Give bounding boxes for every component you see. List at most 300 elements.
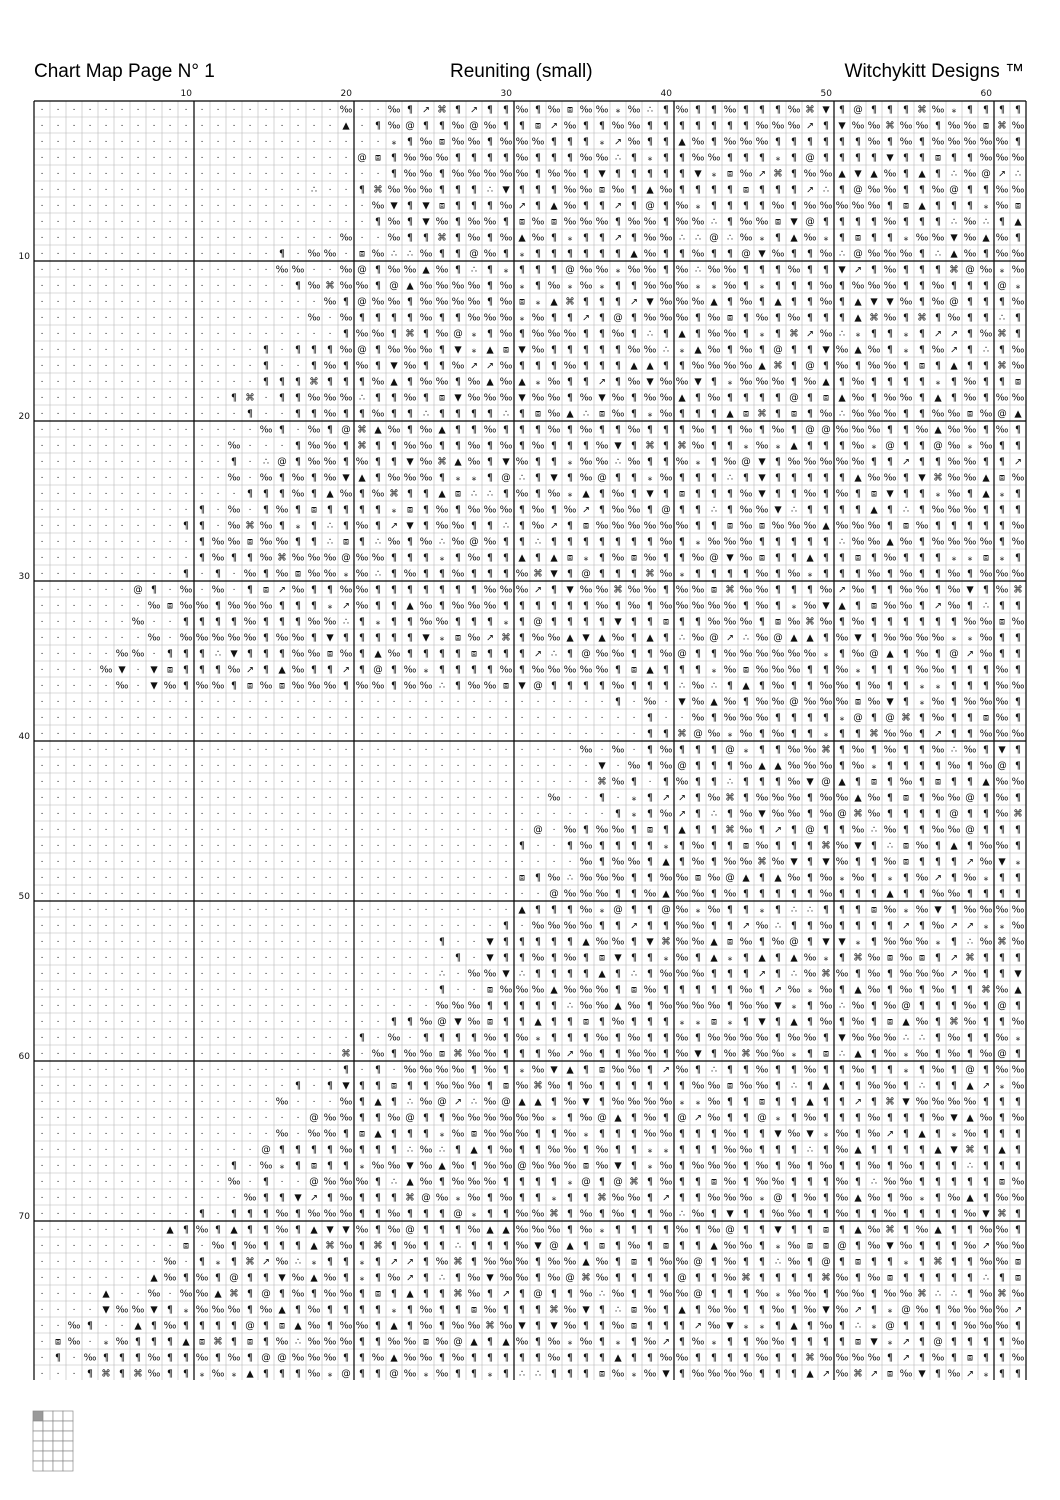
stitch-symbol: ¶: [1014, 792, 1022, 804]
stitch-symbol: ⁎: [887, 872, 893, 884]
stitch-symbol: ‰: [979, 1288, 993, 1300]
stitch-symbol: @: [965, 824, 975, 836]
stitch-symbol: ‰: [627, 136, 641, 148]
stitch-symbol: ‰: [707, 344, 721, 356]
stitch-symbol: ¶: [358, 1304, 366, 1316]
stitch-symbol: ¶: [598, 504, 606, 516]
stitch-symbol: @: [965, 264, 975, 276]
stitch-symbol: ·: [168, 1241, 172, 1252]
stitch-symbol: ‰: [307, 680, 321, 692]
stitch-symbol: ▼: [998, 856, 1006, 868]
stitch-symbol: ↗: [614, 200, 622, 212]
stitch-symbol: ·: [232, 793, 236, 804]
stitch-symbol: ¶: [790, 360, 798, 372]
stitch-symbol: ¶: [742, 904, 750, 916]
stitch-symbol: ·: [264, 953, 268, 964]
stitch-symbol: ·: [392, 985, 396, 996]
stitch-symbol: ·: [360, 969, 364, 980]
stitch-symbol: ·: [264, 921, 268, 932]
stitch-symbol: ¶: [502, 1048, 510, 1060]
stitch-symbol: ·: [120, 745, 124, 756]
stitch-symbol: ‰: [595, 1272, 609, 1284]
stitch-symbol: ∴: [806, 1144, 814, 1156]
stitch-symbol: ¶: [230, 1320, 238, 1332]
stitch-symbol: ¶: [694, 1272, 702, 1284]
stitch-symbol: ·: [264, 105, 268, 116]
stitch-symbol: ·: [232, 425, 236, 436]
stitch-symbol: @: [885, 712, 895, 724]
stitch-symbol: ¶: [774, 600, 782, 612]
stitch-symbol: ·: [88, 777, 92, 788]
stitch-symbol: ¶: [566, 424, 574, 436]
stitch-symbol: ¶: [918, 792, 926, 804]
stitch-symbol: ·: [216, 889, 220, 900]
stitch-symbol: ·: [312, 873, 316, 884]
stitch-symbol: ‰: [787, 120, 801, 132]
stitch-symbol: ¶: [902, 872, 910, 884]
stitch-symbol: ¶: [790, 472, 798, 484]
stitch-symbol: ‰: [595, 520, 609, 532]
stitch-symbol: ·: [248, 297, 252, 308]
stitch-symbol: ¶: [598, 1016, 606, 1028]
stitch-symbol: ·: [72, 121, 76, 132]
stitch-symbol: ·: [184, 1065, 188, 1076]
stitch-symbol: ·: [184, 1049, 188, 1060]
stitch-symbol: ·: [72, 1113, 76, 1124]
stitch-symbol: @: [517, 1160, 527, 1172]
stitch-symbol: ▼: [886, 152, 894, 164]
stitch-symbol: ⁎: [983, 200, 989, 212]
stitch-symbol: ·: [120, 233, 124, 244]
stitch-symbol: ‰: [179, 632, 193, 644]
stitch-symbol: ¶: [870, 376, 878, 388]
stitch-symbol: ‰: [451, 1000, 465, 1012]
stitch-symbol: ¶: [182, 680, 190, 692]
stitch-symbol: ‰: [483, 312, 497, 324]
stitch-symbol: ‰: [611, 648, 625, 660]
stitch-symbol: @: [565, 264, 575, 276]
stitch-symbol: ⧈: [886, 1016, 894, 1028]
stitch-symbol: ¶: [614, 984, 622, 996]
stitch-symbol: ¶: [630, 1144, 638, 1156]
stitch-symbol: ¶: [726, 904, 734, 916]
stitch-symbol: ‰: [499, 1144, 513, 1156]
stitch-symbol: ¶: [950, 392, 958, 404]
stitch-symbol: ·: [584, 793, 588, 804]
stitch-symbol: ¶: [454, 1304, 462, 1316]
stitch-symbol: ‰: [483, 1256, 497, 1268]
stitch-symbol: ¶: [294, 504, 302, 516]
stitch-symbol: ·: [88, 921, 92, 932]
stitch-symbol: ¶: [422, 120, 430, 132]
stitch-symbol: ⁎: [935, 680, 941, 692]
stitch-symbol: ⧈: [1014, 376, 1022, 388]
stitch-symbol: ·: [136, 121, 140, 132]
stitch-symbol: ▼: [102, 1304, 110, 1316]
stitch-symbol: ·: [264, 185, 268, 196]
stitch-symbol: ‰: [307, 1128, 321, 1140]
stitch-symbol: ·: [632, 713, 636, 724]
stitch-symbol: ⌘: [821, 1272, 831, 1284]
stitch-symbol: ¶: [1014, 488, 1022, 500]
stitch-symbol: ⧈: [502, 1080, 510, 1092]
stitch-symbol: ·: [456, 729, 460, 740]
stitch-symbol: ‰: [259, 1160, 273, 1172]
stitch-symbol: ¶: [806, 440, 814, 452]
stitch-symbol: ∴: [518, 968, 526, 980]
stitch-symbol: ¶: [198, 1208, 206, 1220]
stitch-symbol: ⌘: [933, 1256, 943, 1268]
stitch-symbol: ‰: [643, 696, 657, 708]
stitch-symbol: ‰: [579, 184, 593, 196]
stitch-symbol: ‰: [323, 616, 337, 628]
stitch-symbol: ‰: [899, 1240, 913, 1252]
stitch-symbol: ¶: [710, 760, 718, 772]
stitch-symbol: ‰: [483, 120, 497, 132]
stitch-symbol: ·: [136, 729, 140, 740]
stitch-symbol: ·: [248, 425, 252, 436]
stitch-symbol: ‰: [835, 344, 849, 356]
stitch-symbol: ‰: [435, 616, 449, 628]
stitch-symbol: ‰: [323, 456, 337, 468]
stitch-symbol: ¶: [790, 680, 798, 692]
stitch-symbol: ‰: [707, 1000, 721, 1012]
stitch-symbol: ·: [200, 1113, 204, 1124]
stitch-symbol: ·: [424, 841, 428, 852]
stitch-symbol: ·: [72, 1353, 76, 1364]
stitch-symbol: ▼: [694, 168, 702, 180]
stitch-symbol: ·: [72, 169, 76, 180]
stitch-symbol: ·: [296, 1033, 300, 1044]
stitch-symbol: ·: [72, 841, 76, 852]
stitch-symbol: ▲: [870, 504, 878, 516]
stitch-symbol: ¶: [966, 1224, 974, 1236]
stitch-symbol: ‰: [819, 920, 833, 932]
stitch-symbol: ⁎: [647, 1160, 653, 1172]
stitch-symbol: ¶: [982, 1176, 990, 1188]
stitch-symbol: ¶: [838, 888, 846, 900]
stitch-symbol: ‰: [195, 1288, 209, 1300]
stitch-symbol: ·: [280, 697, 284, 708]
stitch-symbol: ‰: [419, 616, 433, 628]
stitch-symbol: ‰: [691, 296, 705, 308]
stitch-symbol: ·: [168, 425, 172, 436]
stitch-symbol: ¶: [422, 552, 430, 564]
stitch-symbol: ·: [520, 921, 524, 932]
stitch-symbol: ‰: [595, 1256, 609, 1268]
stitch-symbol: ¶: [886, 1192, 894, 1204]
stitch-symbol: ⁎: [503, 616, 509, 628]
stitch-symbol: ·: [88, 313, 92, 324]
stitch-symbol: ‰: [787, 1032, 801, 1044]
stitch-symbol: ·: [312, 1097, 316, 1108]
stitch-symbol: ¶: [566, 936, 574, 948]
stitch-symbol: ¶: [678, 552, 686, 564]
stitch-symbol: ·: [56, 761, 60, 772]
stitch-symbol: ·: [376, 857, 380, 868]
stitch-symbol: ·: [248, 761, 252, 772]
stitch-symbol: ⁎: [1015, 1032, 1021, 1044]
stitch-symbol: ¶: [710, 376, 718, 388]
stitch-symbol: ↗: [950, 968, 958, 980]
stitch-symbol: ¶: [358, 1080, 366, 1092]
stitch-symbol: ·: [152, 345, 156, 356]
stitch-symbol: ¶: [390, 1240, 398, 1252]
stitch-symbol: ▲: [790, 952, 798, 964]
stitch-symbol: ¶: [870, 392, 878, 404]
stitch-symbol: ·: [168, 441, 172, 452]
stitch-symbol: ·: [376, 105, 380, 116]
stitch-symbol: ⧈: [518, 296, 526, 308]
stitch-symbol: ¶: [518, 1176, 526, 1188]
stitch-symbol: ¶: [646, 744, 654, 756]
stitch-symbol: ‰: [531, 392, 545, 404]
stitch-symbol: ¶: [550, 440, 558, 452]
stitch-symbol: ¶: [246, 1272, 254, 1284]
stitch-symbol: ·: [104, 745, 108, 756]
stitch-symbol: ‰: [435, 216, 449, 228]
stitch-symbol: ‰: [387, 296, 401, 308]
stitch-symbol: ‰: [643, 232, 657, 244]
stitch-symbol: ·: [616, 793, 620, 804]
stitch-symbol: ·: [168, 633, 172, 644]
stitch-symbol: ¶: [550, 968, 558, 980]
stitch-symbol: ¶: [710, 424, 718, 436]
stitch-symbol: ·: [152, 649, 156, 660]
stitch-symbol: ·: [88, 1289, 92, 1300]
stitch-symbol: ¶: [534, 424, 542, 436]
stitch-symbol: ⧈: [646, 824, 654, 836]
stitch-symbol: ⌘: [453, 1256, 463, 1268]
stitch-symbol: ·: [56, 1113, 60, 1124]
stitch-symbol: ⧈: [518, 216, 526, 228]
stitch-symbol: ▼: [534, 1240, 542, 1252]
stitch-symbol: ·: [536, 777, 540, 788]
stitch-symbol: ⧈: [294, 568, 302, 580]
stitch-symbol: ▲: [822, 520, 830, 532]
stitch-symbol: ¶: [182, 1272, 190, 1284]
stitch-symbol: ‰: [947, 120, 961, 132]
stitch-symbol: ·: [456, 745, 460, 756]
stitch-symbol: ‰: [995, 1240, 1009, 1252]
stitch-symbol: ▼: [726, 1208, 734, 1220]
stitch-symbol: ¶: [486, 552, 494, 564]
stitch-symbol: ‰: [707, 360, 721, 372]
stitch-symbol: ⧈: [726, 520, 734, 532]
stitch-symbol: ‰: [451, 1320, 465, 1332]
stitch-symbol: ·: [216, 873, 220, 884]
stitch-symbol: ▲: [918, 1128, 926, 1140]
stitch-symbol: ¶: [550, 456, 558, 468]
stitch-symbol: ¶: [678, 1320, 686, 1332]
stitch-symbol: ¶: [646, 456, 654, 468]
stitch-symbol: ·: [40, 665, 44, 676]
stitch-symbol: ·: [408, 969, 412, 980]
stitch-symbol: ‰: [707, 1032, 721, 1044]
stitch-symbol: ⌘: [917, 104, 927, 116]
stitch-symbol: ‰: [499, 1272, 513, 1284]
stitch-symbol: ¶: [918, 1272, 926, 1284]
stitch-symbol: ·: [312, 889, 316, 900]
stitch-symbol: ‰: [947, 536, 961, 548]
stitch-symbol: ¶: [646, 1208, 654, 1220]
stitch-symbol: ⧈: [486, 1016, 494, 1028]
stitch-symbol: ·: [200, 1241, 204, 1252]
stitch-symbol: ·: [184, 169, 188, 180]
stitch-symbol: ·: [328, 825, 332, 836]
stitch-symbol: ‰: [915, 664, 929, 676]
stitch-symbol: ¶: [550, 184, 558, 196]
stitch-symbol: ¶: [630, 1272, 638, 1284]
stitch-symbol: ‰: [467, 168, 481, 180]
stitch-symbol: ¶: [390, 632, 398, 644]
stitch-symbol: ‰: [547, 488, 561, 500]
stitch-symbol: ¶: [326, 376, 334, 388]
stitch-symbol: ▲: [790, 232, 798, 244]
stitch-symbol: ·: [536, 889, 540, 900]
stitch-symbol: ·: [488, 729, 492, 740]
stitch-symbol: ‰: [803, 232, 817, 244]
stitch-symbol: ⁎: [967, 632, 973, 644]
stitch-symbol: ·: [200, 793, 204, 804]
stitch-symbol: ∴: [438, 968, 446, 980]
stitch-symbol: ·: [184, 873, 188, 884]
stitch-symbol: ·: [72, 553, 76, 564]
stitch-symbol: ¶: [262, 376, 270, 388]
stitch-symbol: ¶: [982, 1336, 990, 1348]
stitch-symbol: ¶: [966, 760, 974, 772]
stitch-symbol: ‰: [851, 744, 865, 756]
stitch-symbol: ·: [424, 745, 428, 756]
stitch-symbol: ⧈: [438, 1048, 446, 1060]
stitch-symbol: ¶: [470, 1032, 478, 1044]
stitch-symbol: ·: [40, 1225, 44, 1236]
stitch-symbol: ¶: [614, 888, 622, 900]
stitch-symbol: ·: [568, 713, 572, 724]
stitch-symbol: ¶: [662, 1016, 670, 1028]
stitch-symbol: ‰: [723, 280, 737, 292]
stitch-symbol: ‰: [467, 1224, 481, 1236]
stitch-symbol: ·: [232, 985, 236, 996]
stitch-symbol: ▲: [934, 1144, 942, 1156]
stitch-symbol: ·: [328, 1017, 332, 1028]
stitch-symbol: ¶: [998, 1096, 1006, 1108]
stitch-symbol: ·: [152, 713, 156, 724]
stitch-symbol: ▲: [550, 552, 558, 564]
stitch-symbol: ¶: [374, 632, 382, 644]
stitch-symbol: ¶: [870, 216, 878, 228]
stitch-symbol: ‰: [627, 504, 641, 516]
stitch-symbol: ¶: [774, 536, 782, 548]
stitch-symbol: ∴: [214, 648, 222, 660]
stitch-symbol: ‰: [979, 696, 993, 708]
stitch-symbol: ·: [168, 841, 172, 852]
stitch-symbol: ‰: [387, 1032, 401, 1044]
stitch-symbol: ⌘: [901, 712, 911, 724]
stitch-symbol: ¶: [822, 1064, 830, 1076]
stitch-symbol: ¶: [950, 680, 958, 692]
stitch-symbol: ‰: [947, 472, 961, 484]
stitch-symbol: ‰: [723, 1160, 737, 1172]
stitch-symbol: ·: [344, 185, 348, 196]
stitch-symbol: ¶: [598, 1128, 606, 1140]
stitch-symbol: ¶: [518, 408, 526, 420]
stitch-symbol: ‰: [755, 376, 769, 388]
stitch-symbol: ⌘: [997, 120, 1007, 132]
stitch-symbol: ·: [264, 313, 268, 324]
stitch-symbol: ¶: [902, 152, 910, 164]
stitch-symbol: ‰: [611, 408, 625, 420]
stitch-symbol: ·: [248, 873, 252, 884]
stitch-symbol: ‰: [211, 632, 225, 644]
stitch-symbol: ‰: [499, 296, 513, 308]
stitch-symbol: ‰: [659, 744, 673, 756]
stitch-symbol: ·: [104, 153, 108, 164]
stitch-symbol: ‰: [947, 1096, 961, 1108]
stitch-symbol: ¶: [838, 552, 846, 564]
stitch-symbol: ⁎: [951, 104, 957, 116]
stitch-symbol: ‰: [339, 1192, 353, 1204]
stitch-symbol: ¶: [630, 1016, 638, 1028]
stitch-symbol: ¶: [614, 248, 622, 260]
stitch-symbol: ‰: [643, 984, 657, 996]
stitch-symbol: ▲: [710, 952, 718, 964]
stitch-symbol: ‰: [515, 152, 529, 164]
stitch-symbol: ¶: [982, 744, 990, 756]
stitch-symbol: ¶: [1014, 1160, 1022, 1172]
stitch-symbol: ¶: [774, 1144, 782, 1156]
stitch-symbol: ‰: [563, 216, 577, 228]
stitch-symbol: ·: [56, 777, 60, 788]
stitch-symbol: ·: [152, 473, 156, 484]
stitch-symbol: ‰: [531, 440, 545, 452]
stitch-symbol: ⌘: [757, 856, 767, 868]
stitch-symbol: ·: [296, 233, 300, 244]
stitch-symbol: ¶: [694, 504, 702, 516]
stitch-symbol: ⁎: [103, 1336, 109, 1348]
stitch-symbol: ‰: [851, 456, 865, 468]
stitch-symbol: ‰: [723, 456, 737, 468]
stitch-symbol: ‰: [515, 568, 529, 580]
stitch-symbol: ⁎: [999, 264, 1005, 276]
stitch-symbol: ·: [200, 441, 204, 452]
stitch-symbol: ¶: [278, 392, 286, 404]
stitch-symbol: ‰: [547, 424, 561, 436]
stitch-symbol: ¶: [742, 792, 750, 804]
stitch-symbol: ‰: [499, 376, 513, 388]
stitch-symbol: ⁎: [775, 1112, 781, 1124]
stitch-symbol: ¶: [790, 344, 798, 356]
stitch-symbol: ·: [424, 857, 428, 868]
stitch-symbol: ⌘: [725, 824, 735, 836]
stitch-symbol: ¶: [374, 1224, 382, 1236]
stitch-symbol: ¶: [758, 728, 766, 740]
stitch-symbol: ·: [216, 409, 220, 420]
stitch-symbol: ¶: [550, 1016, 558, 1028]
stitch-symbol: ¶: [774, 280, 782, 292]
stitch-symbol: ·: [56, 1065, 60, 1076]
stitch-symbol: ¶: [694, 1064, 702, 1076]
stitch-symbol: ¶: [934, 808, 942, 820]
stitch-symbol: ¶: [646, 952, 654, 964]
stitch-symbol: ‰: [627, 584, 641, 596]
stitch-symbol: ‰: [979, 264, 993, 276]
stitch-symbol: ‰: [771, 248, 785, 260]
stitch-symbol: ¶: [710, 472, 718, 484]
stitch-symbol: ‰: [867, 248, 881, 260]
stitch-symbol: ▲: [838, 776, 846, 788]
stitch-symbol: ‰: [659, 600, 673, 612]
